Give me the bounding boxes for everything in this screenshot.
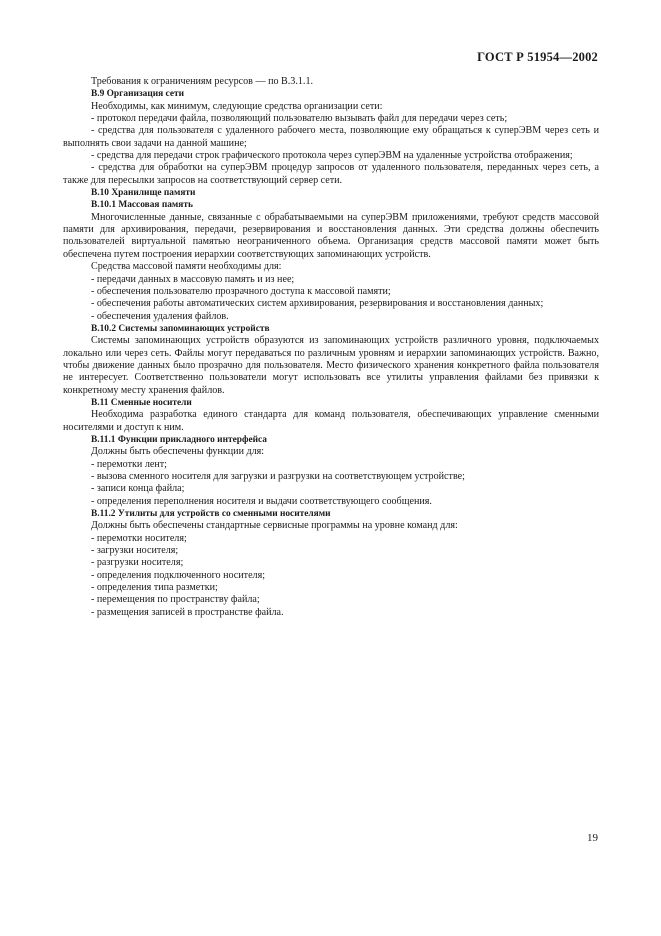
section-heading-b10-2: B.10.2 Системы запоминающих устройств xyxy=(91,323,270,334)
list-item-network-remote-access: - средства для пользователя с удаленного рабочего места, позволяющие ему обращаться к суперЭВМ через сеть и выполнять свои задачи на данной машине; xyxy=(63,125,599,149)
paragraph-network-intro: Необходимы, как минимум, следующие средства организации сети: xyxy=(91,100,383,112)
list-item-mass-memory-deletion: - обеспечения удаления файлов. xyxy=(91,310,229,322)
document-body xyxy=(63,76,599,619)
paragraph-api-functions-intro: Должны быть обеспечены функции для: xyxy=(91,446,265,458)
list-item-utility-place-records: - размещения записей в пространстве файла. xyxy=(91,606,284,618)
section-heading-b10-1: B.10.1 Массовая память xyxy=(91,200,193,211)
list-item-api-rewind-tapes: - перемотки лент; xyxy=(91,458,167,470)
paragraph-removable-media: Необходима разработка единого стандарта для команд пользователя, обеспечивающих управление сменными носителями и доступ к ним. xyxy=(63,409,599,433)
list-item-utility-identify: - определения подключенного носителя; xyxy=(91,569,266,581)
list-item-network-graphics: - средства для передачи строк графического протокола через суперЭВМ на удаленные устройства отображения; xyxy=(91,150,573,162)
page-header-standard-code: ГОСТ Р 51954—2002 xyxy=(477,50,598,64)
page-number: 19 xyxy=(587,832,598,844)
paragraph-utilities-intro: Должны быть обеспечены стандартные сервисные программы на уровне команд для: xyxy=(91,520,458,532)
list-item-mass-memory-transfer: - передачи данных в массовую память и из нее; xyxy=(91,273,295,285)
list-item-mass-memory-archiving: - обеспечения работы автоматических систем архивирования, резервирования и восстановления данных; xyxy=(91,298,544,310)
section-heading-b11-2: B.11.2 Утилиты для устройств со сменными носителями xyxy=(91,509,331,520)
section-heading-b11-1: B.11.1 Функции прикладного интерфейса xyxy=(91,434,267,445)
list-item-utility-label-type: - определения типа разметки; xyxy=(91,582,218,594)
list-item-utility-rewind: - перемотки носителя; xyxy=(91,532,187,544)
section-heading-b11: B.11 Сменные носители xyxy=(91,397,192,408)
list-item-utility-unload: - разгрузки носителя; xyxy=(91,557,184,569)
list-item-utility-seek: - перемещения по пространству файла; xyxy=(91,594,260,606)
list-item-network-remote-requests: - средства для обработки на суперЭВМ процедур запросов от удаленного пользователя, переданных через сеть, а также для пересылки запросов на соответствующий сервер сети. xyxy=(63,162,599,186)
list-item-api-overflow: - определения переполнения носителя и выдачи соответствующего сообщения. xyxy=(91,495,432,507)
paragraph-storage-systems: Системы запоминающих устройств образуются из запоминающих устройств различного уровня, подключаемых локально или через сеть. Файлы могут передаваться по различным уровням и иерархии запоминающих устройств. Важно, чтобы движение данных было прозрачно для пользователя. Место физического хранения конкретного файла пользователя не интересует. Соответственно пользователи могут использовать все утилиты управления файлами без привязки к конкретному месту хранения файлов. xyxy=(63,335,599,396)
paragraph-mass-memory-needs: Средства массовой памяти необходимы для: xyxy=(91,261,282,273)
paragraph-mass-memory: Многочисленные данные, связанные с обрабатываемыми на суперЭВМ приложениями, требуют средств массовой памяти для архивирования, передачи, резервирования и восстановления данных. Эти средства должны обеспечить пользователей виртуальной памятью неограниченного объема. Организация средств массовой памяти может быть обеспечена путем построения иерархии соответствующих запоминающих устройств. xyxy=(63,211,599,260)
list-item-utility-load: - загрузки носителя; xyxy=(91,545,179,557)
list-item-network-file-transfer: - протокол передачи файла, позволяющий пользователю вызывать файл для передачи через сеть; xyxy=(91,113,508,125)
section-heading-b10: B.10 Хранилище памяти xyxy=(91,188,196,199)
list-item-api-end-of-file: - записи конца файла; xyxy=(91,483,185,495)
list-item-mass-memory-access: - обеспечения пользователю прозрачного доступа к массовой памяти; xyxy=(91,285,391,297)
paragraph-resource-limits: Требования к ограничениям ресурсов — по В.3.1.1. xyxy=(91,76,314,87)
list-item-api-mount-media: - вызова сменного носителя для загрузки и разгрузки на соответствующем устройстве; xyxy=(91,471,465,482)
section-heading-b9: B.9 Организация сети xyxy=(91,89,184,100)
